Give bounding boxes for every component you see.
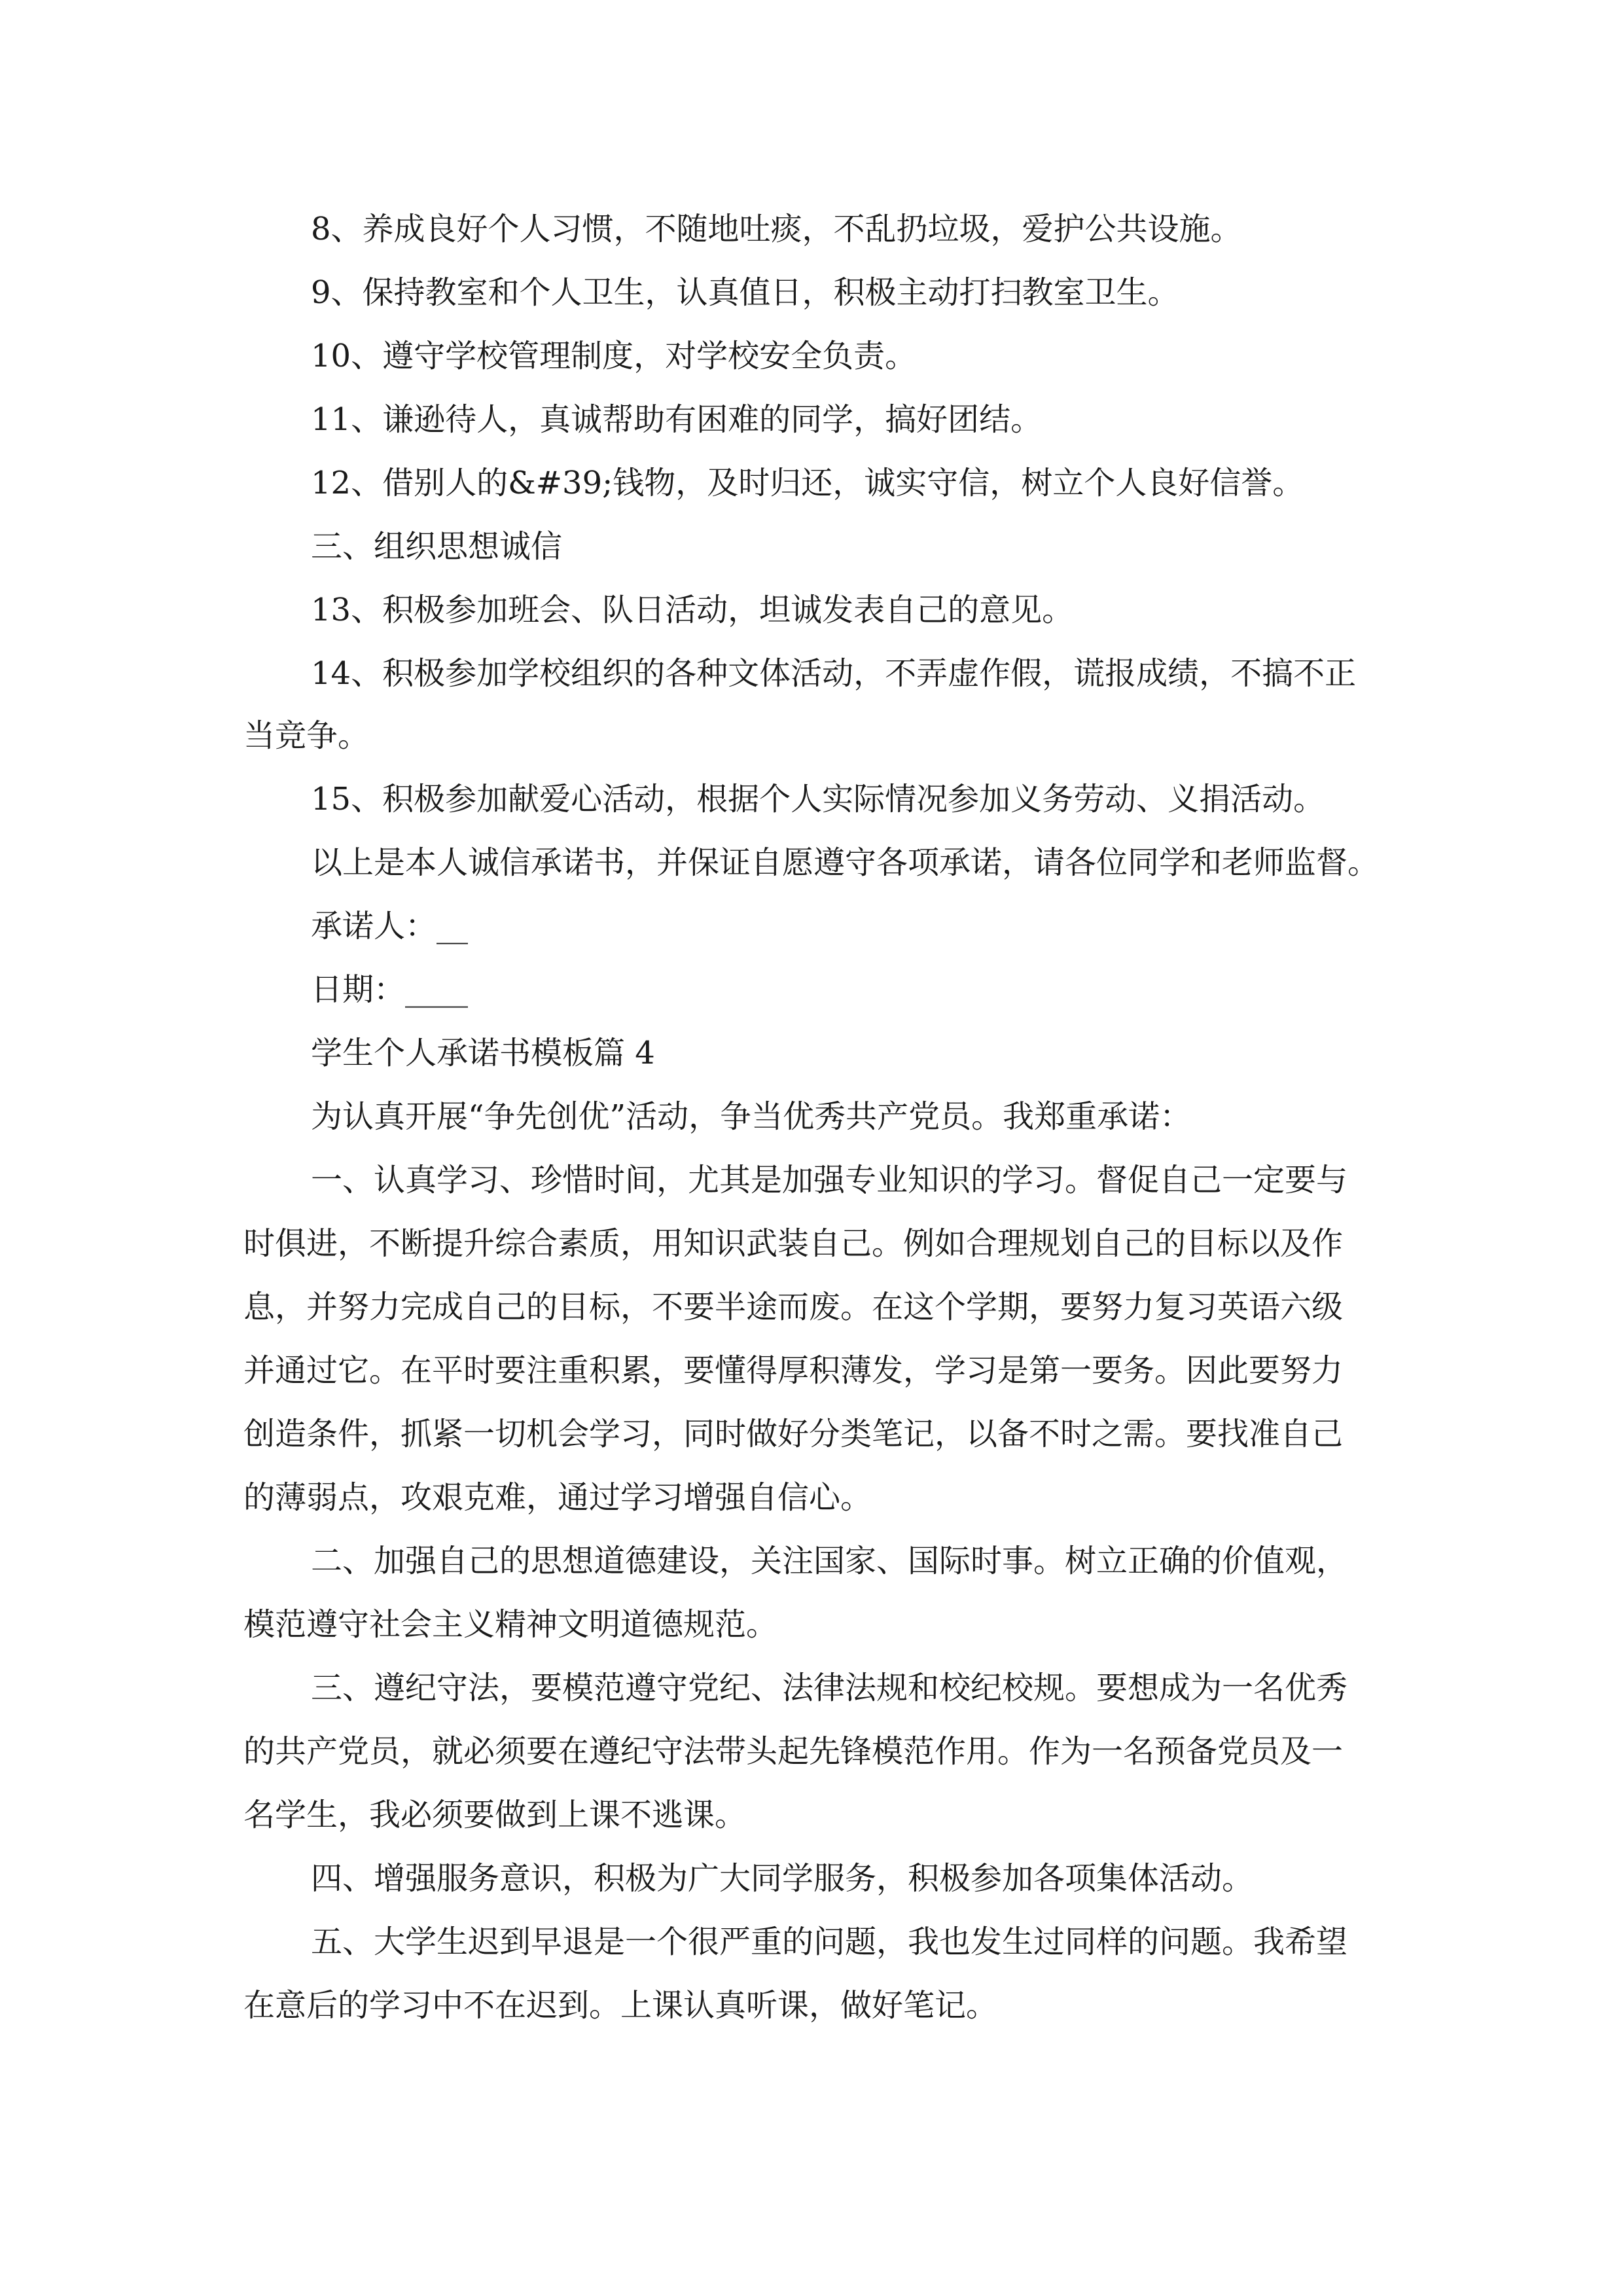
paragraph-line: 11、谦逊待人，真诚帮助有困难的同学，搞好团结。 bbox=[311, 401, 1043, 438]
paragraph-line: 的共产党员，就必须要在遵纪守法带头起先锋模范作用。作为一名预备党员及一 bbox=[243, 1733, 1344, 1770]
paragraph-line: 9、保持教室和个人卫生，认真值日，积极主动打扫教室卫生。 bbox=[311, 274, 1179, 311]
paragraph-line: 13、积极参加班会、队日活动，坦诚发表自己的意见。 bbox=[311, 592, 1074, 628]
paragraph-line: 息，并努力完成自己的目标，不要半途而废。在这个学期，要努力复习英语六级 bbox=[243, 1289, 1344, 1325]
article-title: 学生个人承诺书模板篇 4 bbox=[311, 1035, 655, 1071]
section-heading: 三、组织思想诚信 bbox=[311, 528, 563, 565]
date-line: 日期：____ bbox=[311, 971, 469, 1008]
paragraph-line: 四、增强服务意识，积极为广大同学服务，积极参加各项集体活动。 bbox=[311, 1860, 1254, 1897]
paragraph-line: 在意后的学习中不在迟到。上课认真听课，做好笔记。 bbox=[243, 1987, 998, 2024]
paragraph-line: 并通过它。在平时要注重积累，要懂得厚积薄发，学习是第一要务。因此要努力 bbox=[243, 1352, 1344, 1389]
paragraph-line: 为认真开展“争先创优”活动，争当优秀共产党员。我郑重承诺： bbox=[311, 1098, 1192, 1135]
paragraph-line: 一、认真学习、珍惜时间，尤其是加强专业知识的学习。督促自己一定要与 bbox=[311, 1162, 1348, 1198]
paragraph-line: 的薄弱点，攻艰克难，通过学习增强自信心。 bbox=[243, 1479, 872, 1516]
signer-line: 承诺人：__ bbox=[311, 908, 469, 944]
paragraph-line: 时俱进，不断提升综合素质，用知识武装自己。例如合理规划自己的目标以及作 bbox=[243, 1225, 1344, 1262]
paragraph-line: 二、加强自己的思想道德建设，关注国家、国际时事。树立正确的价值观， bbox=[311, 1543, 1348, 1579]
paragraph-line: 10、遵守学校管理制度，对学校安全负责。 bbox=[311, 338, 917, 374]
paragraph-line: 当竞争。 bbox=[243, 717, 370, 754]
paragraph-line: 8、养成良好个人习惯，不随地吐痰，不乱扔垃圾，爱护公共设施。 bbox=[311, 211, 1242, 247]
paragraph-line: 15、积极参加献爱心活动，根据个人实际情况参加义务劳动、义捐活动。 bbox=[311, 781, 1325, 817]
paragraph-line: 模范遵守社会主义精神文明道德规范。 bbox=[243, 1606, 778, 1643]
paragraph-line: 创造条件，抓紧一切机会学习，同时做好分类笔记，以备不时之需。要找准自己 bbox=[243, 1416, 1344, 1452]
paragraph-line: 以上是本人诚信承诺书，并保证自愿遵守各项承诺，请各位同学和老师监督。 bbox=[311, 844, 1380, 881]
paragraph-line: 14、积极参加学校组织的各种文体活动，不弄虚作假，谎报成绩，不搞不正 bbox=[311, 655, 1357, 692]
paragraph-line: 五、大学生迟到早退是一个很严重的问题，我也发生过同样的问题。我希望 bbox=[311, 1924, 1348, 1960]
paragraph-line: 三、遵纪守法，要模范遵守党纪、法律法规和校纪校规。要想成为一名优秀 bbox=[311, 1670, 1348, 1706]
paragraph-line: 12、借别人的&#39;钱物，及时归还，诚实守信，树立个人良好信誉。 bbox=[311, 465, 1304, 501]
paragraph-line: 名学生，我必须要做到上课不逃课。 bbox=[243, 1797, 747, 1833]
